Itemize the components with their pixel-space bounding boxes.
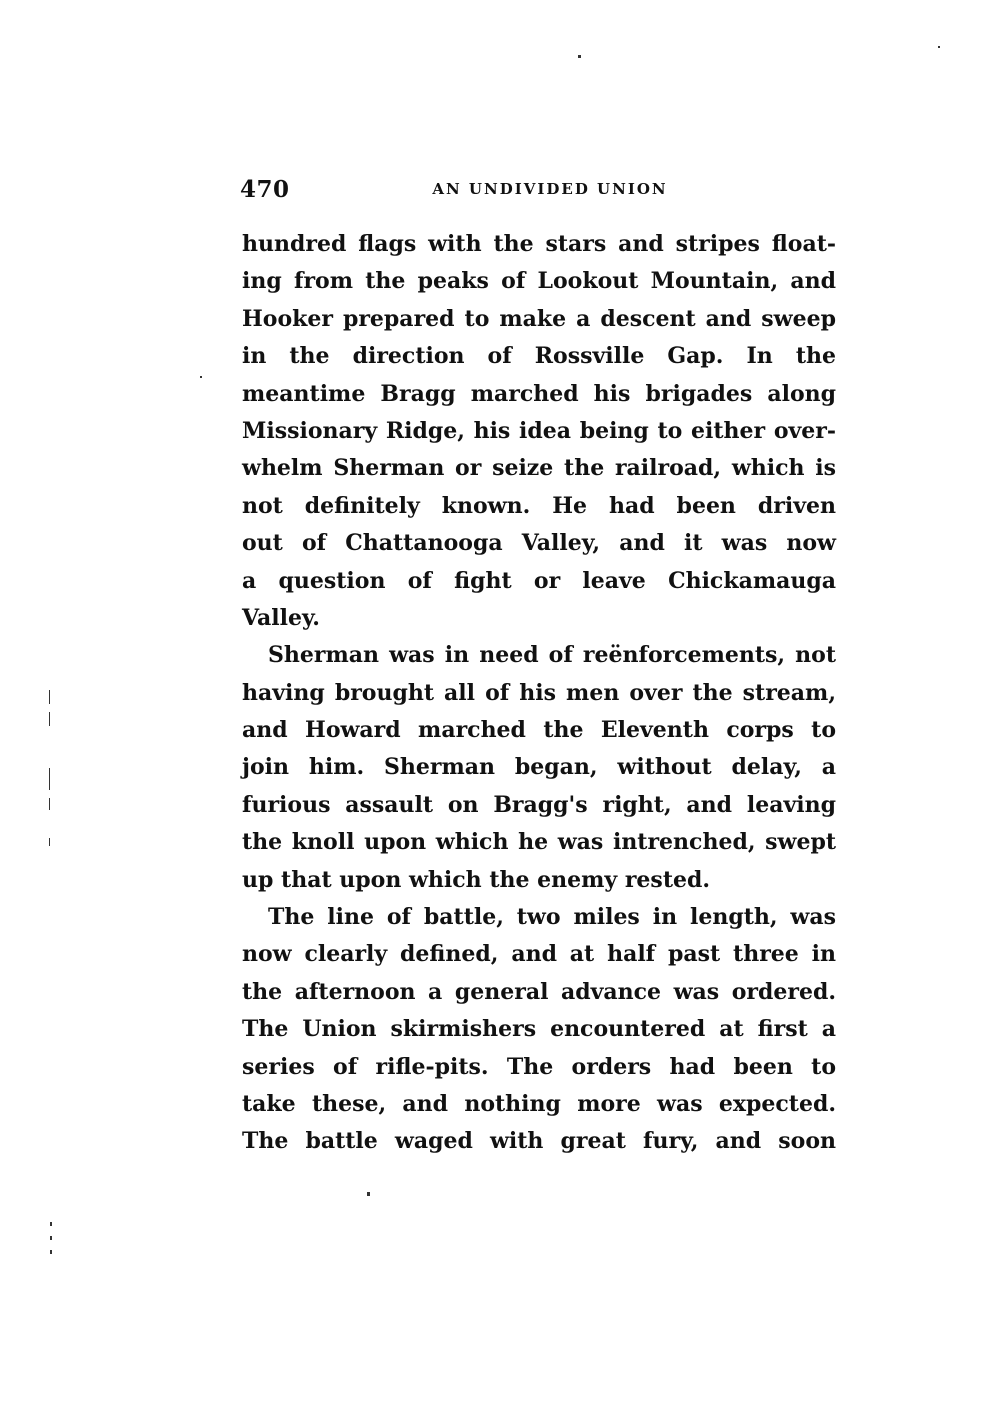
scan-speck [938,46,940,48]
scan-speck [49,712,50,726]
text-line: having brought all of his men over the stream, [242,679,836,706]
text-line: The line of battle, two miles in length, was [268,904,836,931]
text-line: Missionary Ridge, his idea being to either over- [242,417,836,444]
text-line: now clearly defined, and at half past three in [242,941,836,968]
body-text [242,226,836,1161]
scan-speck [367,1192,370,1196]
scan-speck [200,376,202,378]
text-line: not definitely known. He had been driven [242,492,836,519]
text-line: furious assault on Bragg's right, and leaving [242,791,836,818]
text-line: whelm Sherman or seize the railroad, which is [242,455,836,482]
text-line: ing from the peaks of Lookout Mountain, and [242,268,836,295]
text-line: and Howard marched the Eleventh corps to [242,717,836,744]
text-line: up that upon which the enemy rested. [242,866,711,893]
scan-speck [49,798,50,810]
text-line: out of Chattanooga Valley, and it was now [242,530,836,557]
text-line: meantime Bragg marched his brigades along [242,380,836,407]
scan-speck [50,1236,52,1240]
text-line: the afternoon a general advance was ordered. [242,978,836,1005]
text-line: a question of fight or leave Chickamauga [242,567,836,594]
text-line: Hooker prepared to make a descent and sweep [242,305,836,332]
text-line: hundred flags with the stars and stripes float- [242,231,836,257]
text-line: join him. Sherman began, without delay, a [242,754,836,781]
text-line: the knoll upon which he was intrenched, swept [242,829,836,856]
text-line: Sherman was in need of reënforcements, not [268,642,836,669]
text-line: Valley. [242,604,320,631]
text-line: series of rifle-pits. The orders had been to [242,1053,836,1080]
running-head [240,176,840,208]
text-line: The battle waged with great fury, and soon [242,1128,836,1155]
scan-speck [49,768,50,790]
page-number: 470 [240,176,290,203]
text-line: The Union skirmishers encountered at first a [242,1016,836,1043]
scan-speck [50,1250,52,1254]
scan-speck [49,838,50,846]
text-line: take these, and nothing more was expected. [242,1090,836,1117]
running-title: AN UNDIVIDED UNION [432,180,668,198]
scan-speck [49,690,50,704]
text-line: in the direction of Rossville Gap. In the [242,343,836,370]
scan-speck [50,1222,52,1226]
scan-speck [578,55,581,58]
